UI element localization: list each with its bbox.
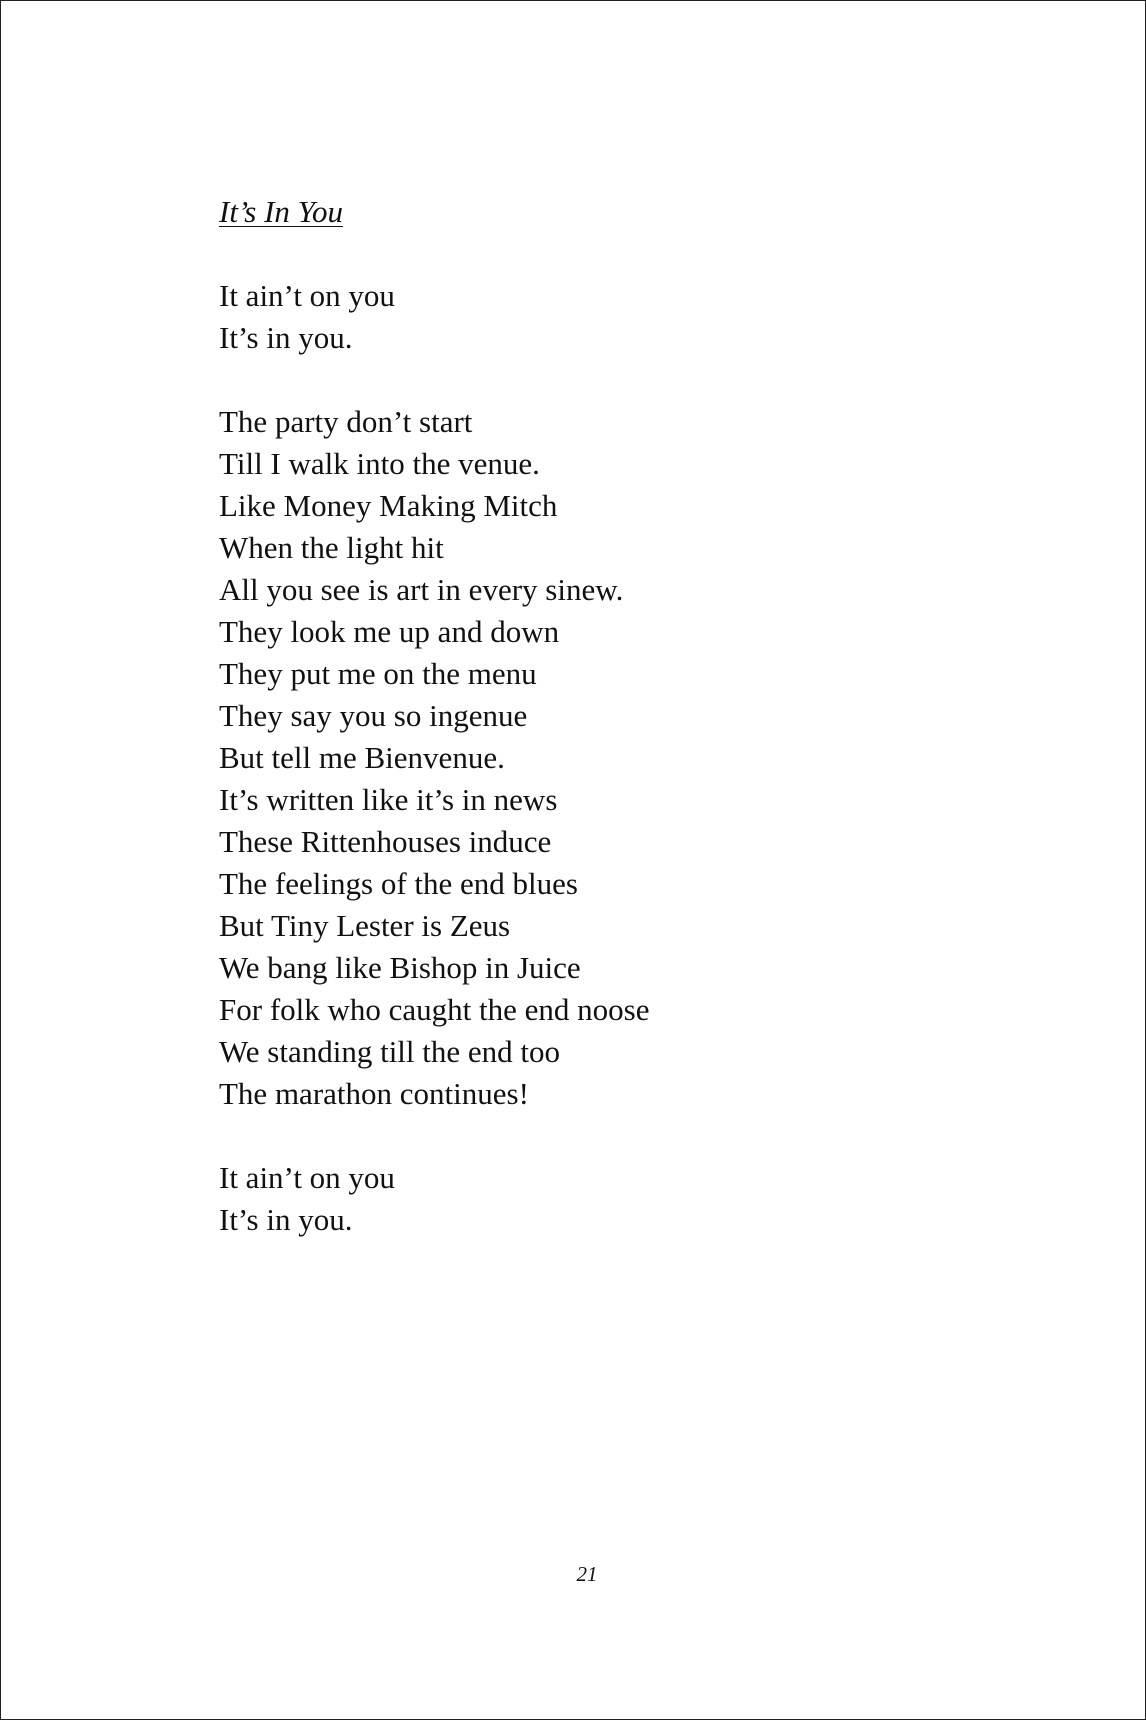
poem-line: When the light hit	[219, 530, 444, 565]
poem-line: They say you so ingenue	[219, 698, 528, 733]
poem-line: They look me up and down	[219, 614, 560, 649]
poem-line: Like Money Making Mitch	[219, 488, 558, 523]
poem-line: For folk who caught the end noose	[219, 992, 650, 1027]
poem-line: They put me on the menu	[219, 656, 537, 691]
poem-line: It’s in you.	[219, 1202, 353, 1237]
poem-line: It’s written like it’s in news	[219, 782, 558, 817]
poem-line: But tell me Bienvenue.	[219, 740, 505, 775]
poem-title: It’s In You	[219, 194, 344, 229]
poem-line: It ain’t on you	[219, 278, 395, 313]
poem-line: The marathon continues!	[219, 1076, 529, 1111]
page-number: 21	[576, 1562, 598, 1586]
poem-line: These Rittenhouses induce	[219, 824, 552, 859]
poem-line: The feelings of the end blues	[219, 866, 578, 901]
poem-line: We bang like Bishop in Juice	[219, 950, 581, 985]
poem-line: Till I walk into the venue.	[219, 446, 540, 481]
poem	[219, 191, 1099, 1283]
poem-line: It’s in you.	[219, 320, 353, 355]
stanza-3	[219, 1157, 1099, 1241]
poem-line: It ain’t on you	[219, 1160, 395, 1195]
stanza-1	[219, 275, 1099, 359]
stanza-2	[219, 401, 1099, 1115]
poem-line: All you see is art in every sinew.	[219, 572, 624, 607]
poem-line: But Tiny Lester is Zeus	[219, 908, 511, 943]
poem-line: We standing till the end too	[219, 1034, 561, 1069]
poem-line: The party don’t start	[219, 404, 473, 439]
